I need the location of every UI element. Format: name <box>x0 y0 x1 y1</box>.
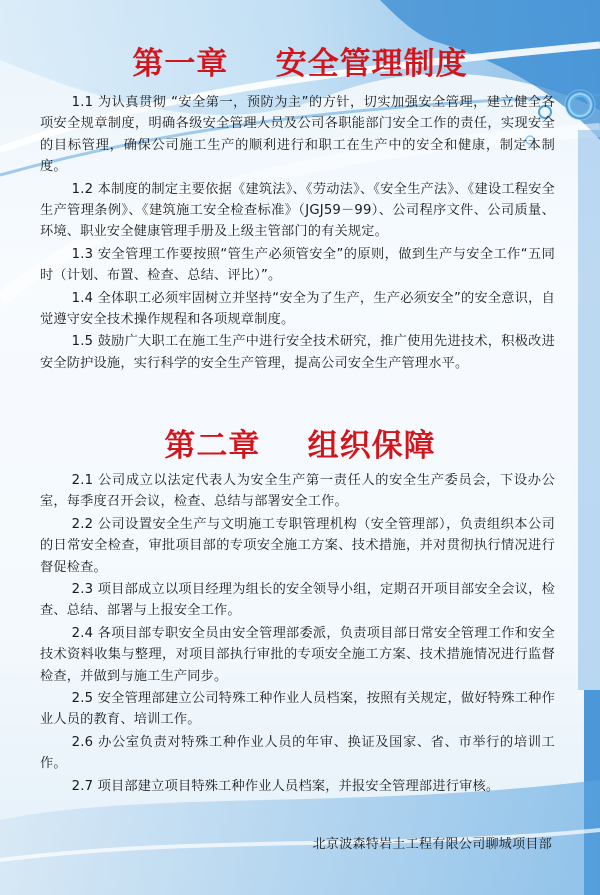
chapter1-paragraph: 1.5 鼓励广大职工在施工生产中进行安全技术研究，推广使用先进技术，积极改进安全防护设施，实行科学的安全生产管理，提高公司安全生产管理水平。 <box>40 334 555 371</box>
chapter2-paragraph: 2.4 各项目部专职安全员由安全管理部委派，负责项目部日常安全管理工作和安全技术资料收集与整理，对项目部执行审批的专项安全施工方案、技术措施情况进行监督检查，并做到与施工生产同步。 <box>40 625 555 684</box>
chapter2-paragraph: 2.1 公司成立以法定代表人为安全生产第一责任人的安全生产委员会，下设办公室，每季度召开会议，检查、总结与部署安全工作。 <box>40 473 555 510</box>
chapter1-paragraph: 1.1 为认真贯彻 “安全第一，预防为主”的方针，切实加强安全管理，建立健全各项安全规章制度，明确各级安全管理人员及公司各职能部门安全工作的责任，实现安全的目标管理，确保公司施工生产的顺利进行和职工在生产中的安全和健康，制定本制度。 <box>40 95 555 175</box>
chapter2-paragraph: 2.3 项目部成立以项目经理为组长的安全领导小组，定期召开项目部安全会议，检查、总结、部署与上报安全工作。 <box>40 582 555 619</box>
chapter1-body <box>40 92 555 375</box>
chapter1-paragraph: 1.3 安全管理工作要按照“管生产必须管安全”的原则，做到生产与安全工作“五同时（计划、布置、检查、总结、评比）”。 <box>40 246 555 284</box>
chapter2-paragraph: 2.5 安全管理部建立公司特殊工种作业人员档案，按照有关规定，做好特殊工种作业人员的教育、培训工作。 <box>40 691 555 728</box>
chapter2-title: 第二章 组织保障 <box>164 428 436 464</box>
chapter1-title: 第一章 安全管理制度 <box>132 46 468 82</box>
chapter2-body <box>40 470 555 798</box>
chapter1-paragraph: 1.4 全体职工必须牢固树立并坚持“安全为了生产，生产必须安全”的安全意识，自觉遵守安全技术操作规程和各项规章制度。 <box>40 290 555 328</box>
chapter2-paragraph: 2.2 公司设置安全生产与文明施工专职管理机构（安全管理部），负责组织本公司的日常安全检查，审批项目部的专项安全施工方案、技术措施，并对贯彻执行情况进行督促检查。 <box>40 516 555 575</box>
chapter2-paragraph: 2.6 办公室负责对特殊工种作业人员的年审、换证及国家、省、市举行的培训工作。 <box>40 734 555 772</box>
company-signature: 北京波森特岩土工程有限公司聊城项目部 <box>312 837 552 852</box>
chapter2-paragraph: 2.7 项目部建立项目特殊工种作业人员档案，并报安全管理部进行审核。 <box>71 778 500 794</box>
chapter1-paragraph: 1.2 本制度的制定主要依据《建筑法》、《劳动法》、《安全生产法》、《建设工程安全生产管理条例》、《建筑施工安全检查标准》（JGJ59－99）、公司程序文件、公司质量、环境、职业安全健康管理手册及上级主管部门的有关规定。 <box>40 181 555 240</box>
